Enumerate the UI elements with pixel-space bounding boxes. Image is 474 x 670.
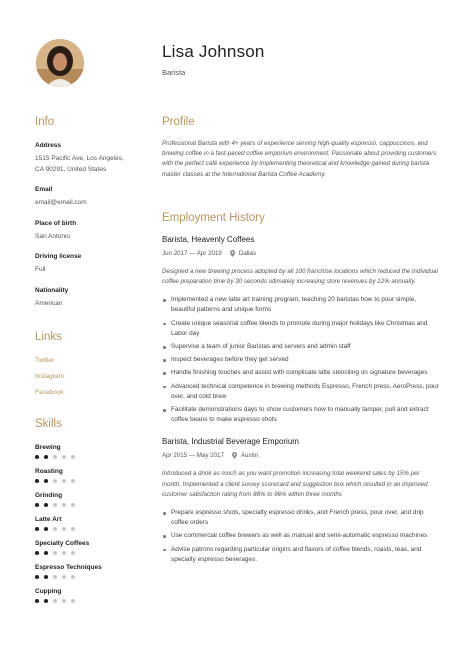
list-item: Handle finishing touches and assist with complicate latte stenciling on signature beverages [162, 368, 440, 378]
skill-dot-empty [71, 527, 75, 531]
skill-dot-empty [62, 527, 66, 531]
info-place-of-birth [35, 220, 131, 243]
skill-dot-filled [44, 599, 48, 603]
skill-dot-empty [71, 575, 75, 579]
skill-dot-empty [53, 503, 57, 507]
list-item: Use commercial coffee brewers as well as manual and semi-automatic espresso machines [162, 531, 440, 541]
skill-dot-filled [44, 575, 48, 579]
skill-item [35, 564, 131, 579]
skill-name: Specialty Coffees [35, 540, 90, 547]
job-bullets [162, 295, 440, 425]
list-item: Prepare espresso shots, specialty espresso drinks, and French press, pour over, and drip coffee orders [162, 508, 440, 528]
skill-dot-empty [71, 455, 75, 459]
job-meta [162, 452, 440, 459]
job-bullets [162, 508, 440, 565]
skill-dot-empty [71, 503, 75, 507]
skill-dot-empty [62, 551, 66, 555]
skill-item [35, 516, 131, 531]
info-value: American [35, 299, 63, 307]
skill-name: Espresso Techniques [35, 564, 102, 571]
skill-dot-empty [71, 551, 75, 555]
skill-dot-empty [53, 551, 57, 555]
skill-dot-empty [53, 455, 57, 459]
job-location: Dallas [238, 249, 257, 257]
skill-dot-empty [53, 527, 57, 531]
skill-dot-empty [62, 479, 66, 483]
skill-level-dots [35, 551, 131, 555]
link-facebook[interactable]: Facebook [35, 389, 64, 396]
skill-dot-empty [62, 575, 66, 579]
list-item: Advanced technical competence in brewing methods Espresso, French press, AeroPress, pour over, and cold brew [162, 382, 440, 402]
job-dates: Apr 2015 — May 2017 [162, 452, 224, 460]
skill-level-dots [35, 503, 131, 507]
job-dates: Jun 2017 — Apr 2019 [162, 249, 222, 257]
main-content [162, 116, 440, 577]
skill-dot-filled [35, 575, 39, 579]
skill-dot-empty [53, 599, 57, 603]
skill-item [35, 588, 131, 603]
candidate-job-title: Barista [162, 68, 186, 77]
skill-name: Roasting [35, 468, 63, 475]
list-item: Facilitate demonstrations days to show customers how to manually tamper, pull and extract coffee beans to make espresso shots [162, 405, 440, 425]
skill-dot-empty [71, 599, 75, 603]
job-description: Introduced a drink as much as you want promotion increasing total weekend sales by 15% per month. Implemented a client survey scorecard and suggestion box which resulted in an improved customer satisfaction rating from 88% to 96% within three months [162, 470, 428, 498]
skill-dot-filled [35, 551, 39, 555]
job-meta [162, 250, 440, 257]
profile-summary: Professional Barista with 4+ years of experience serving high-quality espresso, cappuccinos, and brewing coffee in a fast-paced coffee emporium environment. Passionate about providing customers with the perfect café experience by implementing theoretical and knowledge gained during barista master classes at the International Barista Coffee Academy. [162, 140, 437, 178]
skill-dot-filled [35, 455, 39, 459]
info-heading: Info [35, 116, 55, 128]
skill-dot-filled [44, 479, 48, 483]
job-entry [162, 235, 440, 426]
skill-item [35, 468, 131, 483]
skill-level-dots [35, 575, 131, 579]
skill-item [35, 444, 131, 459]
skill-name: Latte Art [35, 516, 62, 523]
info-value: email@email.com [35, 199, 87, 206]
skill-dot-empty [71, 479, 75, 483]
candidate-name: Lisa Johnson [162, 42, 265, 61]
skill-item [35, 492, 131, 507]
info-email [35, 186, 131, 209]
employment-heading: Employment History [162, 211, 265, 224]
skill-dot-empty [53, 575, 57, 579]
info-address [35, 142, 131, 175]
profile-heading: Profile [162, 116, 195, 128]
skill-dot-filled [35, 479, 39, 483]
links-heading: Links [35, 331, 62, 343]
list-item: Create unique seasonal coffee blends to promote during major holidays like Christmas and Labor day [162, 319, 440, 339]
skill-dot-empty [62, 455, 66, 459]
list-item: Inspect beverages before they get served [162, 355, 440, 365]
links-section [35, 331, 131, 396]
skills-heading: Skills [35, 418, 62, 430]
skill-dot-filled [44, 503, 48, 507]
job-description: Designed a new brewing process adopted by all 100 franchise locations which reduced the individual coffee preparation time by 30 seconds ultimately increasing store revenues by 12% annually. [162, 267, 438, 286]
skill-name: Brewing [35, 444, 61, 451]
job-location: Austin [240, 452, 259, 460]
skill-dot-empty [53, 479, 57, 483]
skill-dot-filled [44, 527, 48, 531]
skill-dot-filled [35, 527, 39, 531]
profile-photo [36, 39, 84, 87]
info-value: San Antonio [35, 232, 71, 240]
info-value: Full [35, 266, 46, 273]
skill-dot-empty [62, 599, 66, 603]
info-label: Address [35, 142, 62, 149]
link-twitter[interactable]: Twitter [35, 357, 55, 364]
skill-dot-filled [44, 551, 48, 555]
person-photo-icon [36, 39, 84, 87]
link-instagram[interactable]: Instagram [35, 373, 64, 380]
skill-dot-empty [62, 503, 66, 507]
skills-section [35, 418, 131, 603]
info-driving-license [35, 253, 131, 276]
location-pin-icon [232, 452, 237, 459]
skill-level-dots [35, 455, 131, 459]
list-item: Supervise a team of junior Baristas and servers and admin staff [162, 342, 440, 352]
skill-name: Grinding [35, 492, 63, 499]
skill-name: Cupping [35, 588, 62, 595]
list-item: Implemented a new latte art training program, teaching 20 baristas how to pour simple, beautiful patterns and unique forms [162, 295, 440, 315]
skill-dot-filled [44, 455, 48, 459]
location-pin-icon [230, 250, 235, 257]
info-value: 1515 Pacific Ave, Los Angeles, CA 90291, United States [35, 155, 124, 173]
skill-level-dots [35, 527, 131, 531]
sidebar [35, 116, 131, 612]
skill-dot-filled [35, 599, 39, 603]
skill-level-dots [35, 479, 131, 483]
job-title: Barista, Heavenly Coffees [162, 234, 255, 244]
info-nationality [35, 287, 131, 310]
info-label: Driving license [35, 253, 82, 260]
info-label: Nationality [35, 286, 69, 294]
skill-level-dots [35, 599, 131, 603]
skill-dot-filled [35, 503, 39, 507]
list-item: Advise patrons regarding particular origins and flavors of coffee blends, roasts, teas, and specialty espresso beverages. [162, 545, 440, 565]
job-title: Barista, Industrial Beverage Emporium [162, 437, 299, 447]
skill-item [35, 540, 131, 555]
info-label: Place of birth [35, 219, 77, 227]
job-entry [162, 437, 440, 565]
info-label: Email [35, 186, 53, 193]
